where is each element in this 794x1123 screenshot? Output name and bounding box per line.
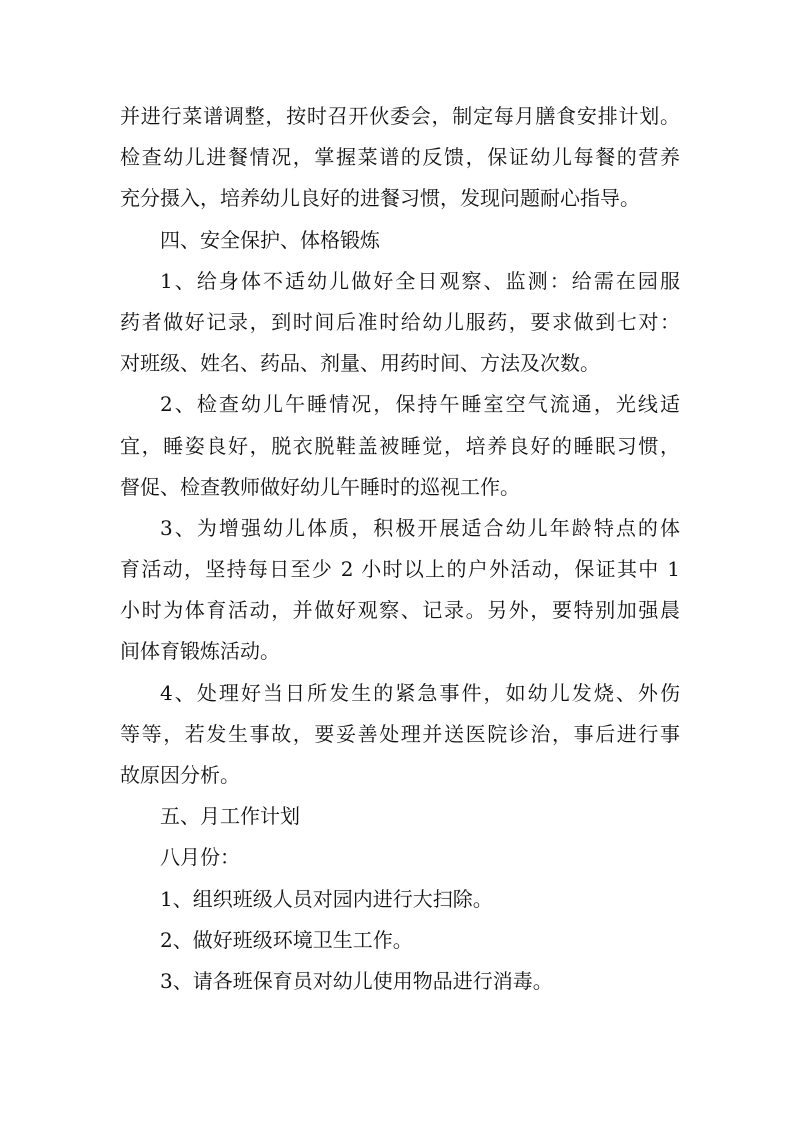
text-line: 间体育锻炼活动。 [120, 639, 280, 664]
section-heading: 五、月工作计划 [160, 804, 300, 829]
text-line: 2、检查幼儿午睡情况，保持午睡室空气流通，光线适 [160, 392, 680, 417]
text-line: 育活动，坚持每日至少 2 小时以上的户外活动，保证其中 1 [120, 557, 680, 582]
text-line: 4、处理好当日所发生的紧急事件，如幼儿发烧、外伤 [160, 680, 680, 705]
text-line: 检查幼儿进餐情况，掌握菜谱的反馈，保证幼儿每餐的营养 [120, 145, 680, 170]
text-line: 3、为增强幼儿体质，积极开展适合幼儿年龄特点的体 [160, 515, 680, 540]
text-line: 等等，若发生事故，要妥善处理并送医院诊治，事后进行事 [120, 721, 680, 746]
text-line: 1、给身体不适幼儿做好全日观察、监测：给需在园服 [160, 268, 680, 293]
subsection-heading: 八月份： [160, 845, 240, 870]
text-line: 故原因分析。 [120, 763, 240, 787]
text-line: 药者做好记录，到时间后准时给幼儿服药，要求做到七对： [120, 309, 680, 334]
list-item: 1、组织班级人员对园内进行大扫除。 [160, 886, 493, 911]
document-body [120, 96, 680, 1002]
list-item: 2、做好班级环境卫生工作。 [160, 927, 413, 952]
text-line: 对班级、姓名、药品、剂量、用药时间、方法及次数。 [120, 351, 600, 376]
list-item: 3、请各班保育员对幼儿使用物品进行消毒。 [160, 968, 553, 993]
text-line: 小时为体育活动，并做好观察、记录。另外，要特别加强晨 [120, 598, 680, 623]
text-line: 充分摄入，培养幼儿良好的进餐习惯，发现问题耐心指导。 [120, 186, 640, 211]
section-heading: 四、安全保护、体格锻炼 [160, 227, 380, 252]
text-line: 督促、检查教师做好幼儿午睡时的巡视工作。 [120, 474, 520, 499]
text-line: 并进行菜谱调整，按时召开伙委会，制定每月膳食安排计划。 [120, 104, 680, 128]
text-line: 宜，睡姿良好，脱衣脱鞋盖被睡觉，培养良好的睡眠习惯， [120, 433, 680, 458]
